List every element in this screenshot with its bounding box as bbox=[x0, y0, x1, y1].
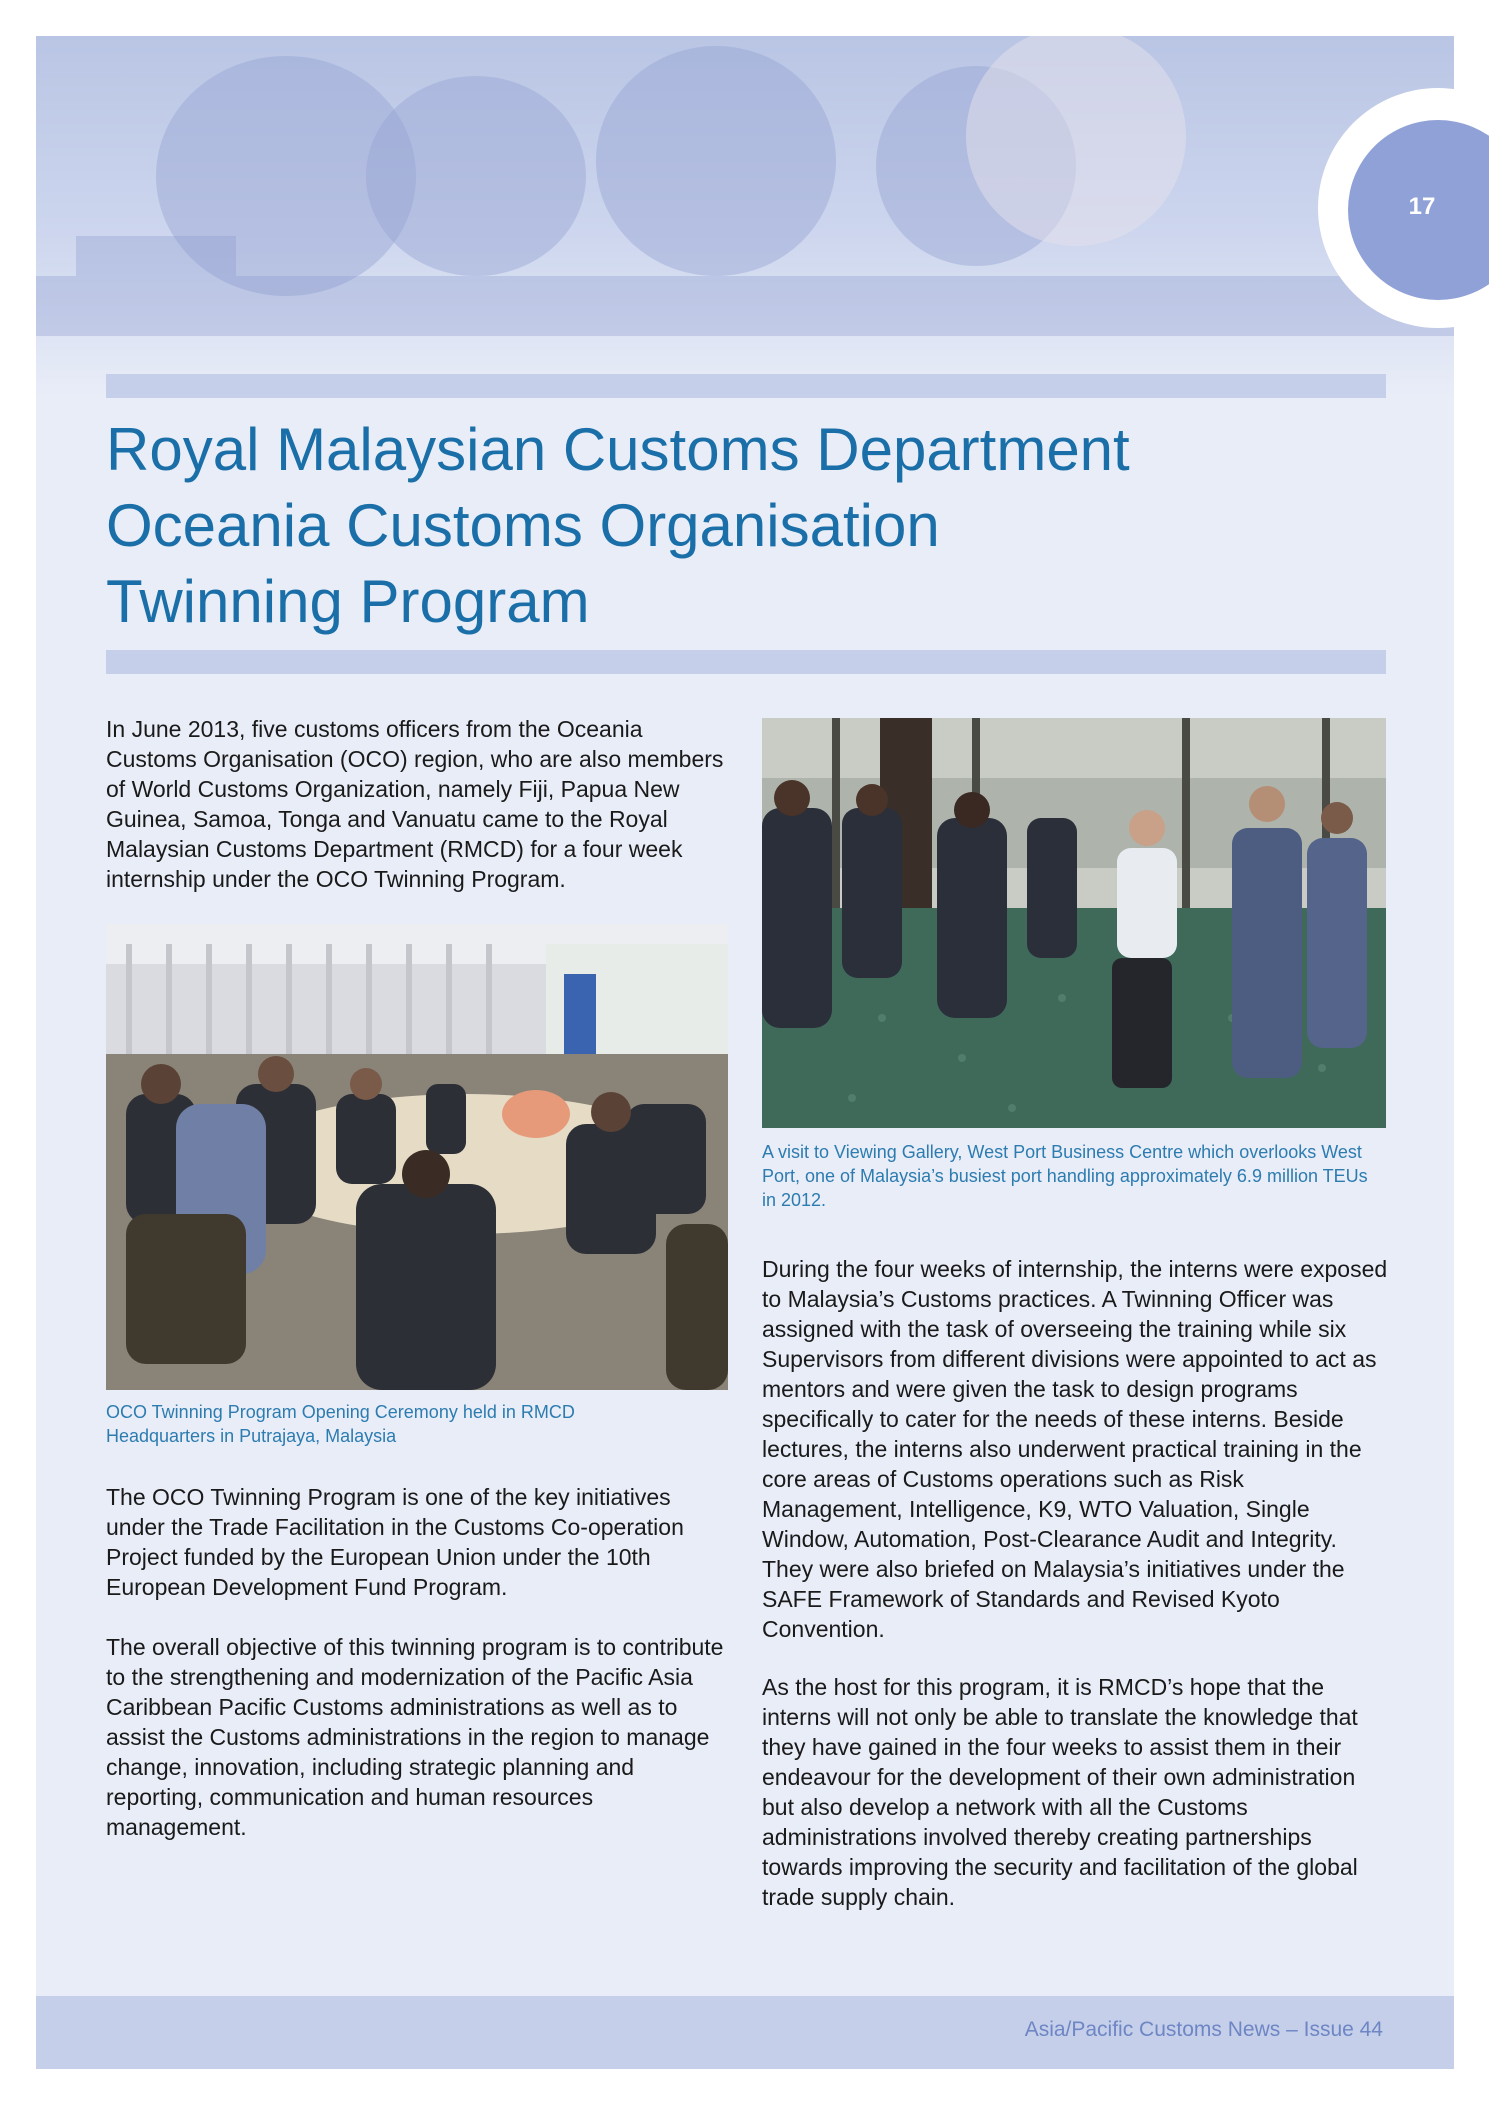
header-photo-banner bbox=[36, 36, 1454, 396]
objective-paragraph: The overall objective of this twinning program is to contribute to the strengthening and modernization of the Pacific Asia Caribbean Pacific Customs administrations as well as to assist the Customs administrations in the region to manage change, innovation, including strategic planning and reporting, communication and human resources management. bbox=[106, 1634, 724, 1840]
title-line-2: Oceania Customs Organisation bbox=[106, 492, 940, 559]
caption-viewing-gallery: A visit to Viewing Gallery, West Port Business Centre which overlooks West Port, one of Malaysia’s busiest port handling approximately 6.9 million TEUs in 2012. bbox=[762, 1142, 1368, 1210]
page-number: 17 bbox=[1408, 193, 1436, 220]
title-line-1: Royal Malaysian Customs Department bbox=[106, 416, 1130, 483]
footer-publication: Asia/Pacific Customs News – Issue 44 bbox=[1024, 2018, 1383, 2041]
caption-opening-ceremony: OCO Twinning Program Opening Ceremony held in RMCD Headquarters in Putrajaya, Malaysia bbox=[106, 1402, 575, 1446]
host-paragraph: As the host for this program, it is RMCD’s hope that the interns will not only be able to translate the knowledge that they have gained in the four weeks to assist them in their endeavour for the development of their own administration but also develop a network with all the Customs administrations involved thereby creating partnerships towards improving the security and facilitation of the global trade supply chain. bbox=[762, 1674, 1358, 1910]
meeting-photo bbox=[106, 924, 728, 1390]
title-top-rule bbox=[106, 374, 1386, 398]
initiative-paragraph: The OCO Twinning Program is one of the key initiatives under the Trade Facilitation in the Customs Co-operation Project funded by the European Union under the 10th European Development Fund Program. bbox=[106, 1484, 684, 1600]
viewing-gallery-photo bbox=[762, 718, 1386, 1128]
internship-paragraph: During the four weeks of internship, the interns were exposed to Malaysia’s Customs practices. A Twinning Officer was assigned with the task of overseeing the training while six Supervisors from different divisions were appointed to act as mentors and were given the task to design programs specifically to cater for the needs of these interns. Beside lectures, the interns also underwent practical training in the core areas of Customs operations such as Risk Management, Intelligence, K9, WTO Valuation, Single Window, Automation, Post-Clearance Audit and Integrity. They were also briefed on Malaysia’s initiatives under the SAFE Framework of Standards and Revised Kyoto Convention. bbox=[762, 1256, 1388, 1642]
title-line-3: Twinning Program bbox=[106, 568, 590, 635]
title-bottom-rule bbox=[106, 650, 1386, 674]
intro-paragraph: In June 2013, five customs officers from the Oceania Customs Organisation (OCO) region, who are also members of World Customs Organization, namely Fiji, Papua New Guinea, Samoa, Tonga and Vanuatu came to the Royal Malaysian Customs Department (RMCD) for a four week internship under the OCO Twinning Program. bbox=[106, 716, 724, 892]
article-title bbox=[106, 412, 1306, 640]
